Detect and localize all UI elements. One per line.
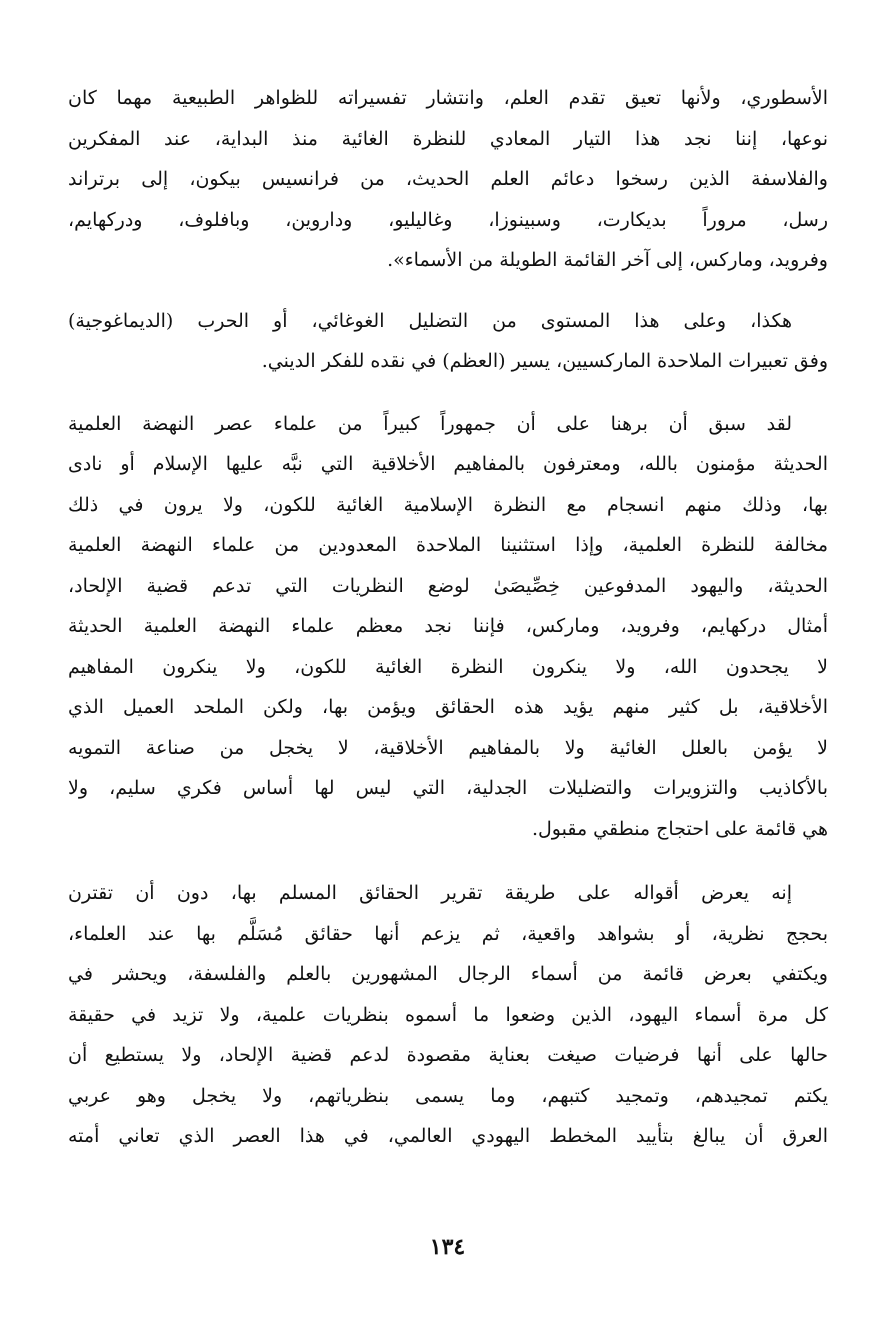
text-line: نوعها، إننا نجد هذا التيار المعادي للنظرة الغائية منذ البداية، عند المفكرين bbox=[68, 127, 828, 150]
paragraph-1 bbox=[68, 78, 828, 281]
text-line: وفق تعبيرات الملاحدة الماركسيين، يسير (العظم) في نقده للفكر الديني. bbox=[261, 350, 828, 372]
text-line: ويكتفي بعرض قائمة من أسماء الرجال المشهورين بالعلم والفلسفة، ويحشر في bbox=[68, 963, 828, 985]
text-line: الأخلاقية، بل كثير منهم يؤيد هذه الحقائق ويؤمن بها، ولكن الملحد العميل الذي bbox=[68, 696, 828, 718]
text-line: لا يؤمن بالعلل الغائية ولا بالمفاهيم الأخلاقية، لا يخجل من صناعة التمويه bbox=[68, 736, 828, 759]
text-line: بالأكاذيب والتزويرات والتضليلات الجدلية، التي ليس لها أساس فكري سليم، ولا bbox=[68, 777, 828, 799]
text-line: رسل، مروراً بديكارت، وسبينوزا، وغاليليو، وداروين، وبافلوف، ودركهايم، bbox=[68, 208, 828, 231]
text-line: إنه يعرض أقواله على طريقة تقرير الحقائق المسلم بها، دون أن تقترن bbox=[68, 882, 792, 904]
text-line: أمثال دركهايم، وفرويد، وماركس، فإننا نجد معظم علماء النهضة العلمية الحديثة bbox=[68, 615, 828, 637]
text-line: هي قائمة على احتجاج منطقي مقبول. bbox=[531, 817, 828, 840]
page-number: ١٣٤ bbox=[429, 1234, 466, 1260]
text-line: بحجج نظرية، أو بشواهد واقعية، ثم يزعم أنها حقائق مُسَلَّم بها عند العلماء، bbox=[68, 922, 828, 945]
book-page bbox=[68, 78, 828, 1157]
text-line: حالها على أنها فرضيات صيغت بعناية مقصودة لدعم قضية الإلحاد، ولا يستطيع أن bbox=[68, 1044, 828, 1066]
text-line: والفلاسفة الذين رسخوا دعائم العلم الحديث، من فرانسيس بيكون، إلى برتراند bbox=[68, 168, 828, 190]
text-line: كل مرة أسماء اليهود، الذين وضعوا ما أسموه بنظريات علمية، ولا تزيد في حقيقة bbox=[68, 1003, 828, 1026]
text-line: مخالفة للنظرة العلمية، وإذا استثنينا الملاحدة المعدودين من علماء النهضة العلمية bbox=[68, 534, 828, 556]
text-line: هكذا، وعلى هذا المستوى من التضليل الغوغائي، أو الحرب (الديماغوجية) bbox=[68, 309, 792, 332]
text-line: الحديثة، واليهود المدفوعين خِصِّيصَىٰ لوضع النظريات التي تدعم قضية الإلحاد، bbox=[68, 574, 828, 597]
text-line: لقد سبق أن برهنا على أن جمهوراً كبيراً من علماء عصر النهضة العلمية bbox=[68, 412, 792, 435]
text-line: وفرويد، وماركس، إلى آخر القائمة الطويلة من الأسماء». bbox=[387, 249, 828, 271]
text-line: الحديثة مؤمنون بالله، ومعترفون بالمفاهيم الأخلاقية التي نبَّه عليها الإسلام أو نادى bbox=[68, 453, 828, 475]
text-line: يكتم تمجيدهم، وتمجيد كتبهم، وما يسمى بنظرياتهم، ولا يخجل وهو عربي bbox=[68, 1084, 828, 1107]
paragraph-4 bbox=[68, 873, 828, 1157]
text-line: لا يجحدون الله، ولا ينكرون النظرة الغائية للكون، ولا ينكرون المفاهيم bbox=[68, 655, 828, 678]
text-line: بها، وذلك منهم انسجام مع النظرة الإسلامية الغائية للكون، ولا يرون في ذلك bbox=[68, 493, 828, 516]
text-line: الأسطوري، ولأنها تعيق تقدم العلم، وانتشار تفسيراته للظواهر الطبيعية مهما كان bbox=[68, 87, 828, 109]
paragraph-3 bbox=[68, 404, 828, 850]
paragraph-2 bbox=[68, 301, 828, 382]
text-line: العرق أن يبالغ بتأييد المخطط اليهودي العالمي، في هذا العصر الذي تعاني أمته bbox=[68, 1125, 828, 1147]
